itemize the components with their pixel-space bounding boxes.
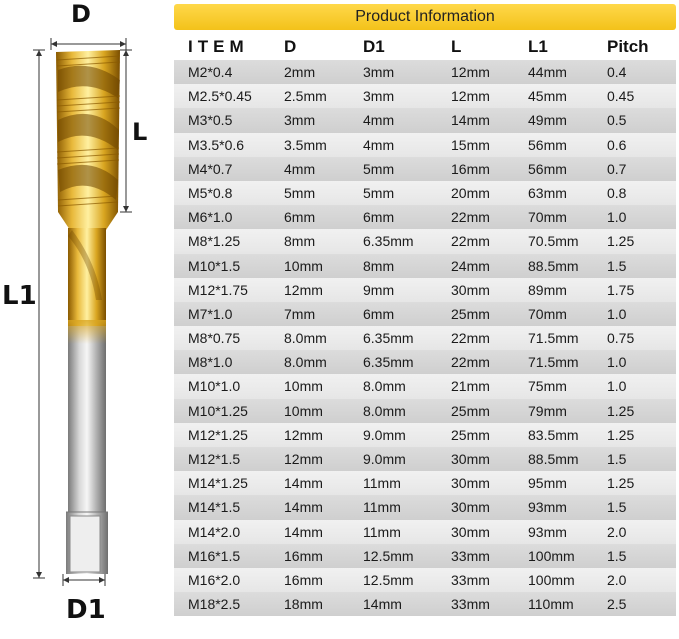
- label-l1: L1: [2, 281, 37, 311]
- table-body: [174, 60, 676, 616]
- table-cell: M3*0.5: [188, 112, 233, 129]
- table-cell: 30mm: [451, 475, 490, 492]
- table-cell: 8.0mm: [284, 330, 327, 347]
- table-row: [174, 205, 676, 229]
- table-cell: M5*0.8: [188, 184, 233, 201]
- table-row: [174, 157, 676, 181]
- table-cell: 4mm: [363, 136, 395, 153]
- table-row: [174, 84, 676, 108]
- table-row: [174, 350, 676, 374]
- table-cell: 25mm: [451, 426, 490, 443]
- table-cell: 1.25: [607, 233, 635, 250]
- table-cell: 12mm: [284, 451, 323, 467]
- table-cell: 7mm: [284, 305, 316, 322]
- label-l: L: [132, 118, 148, 146]
- table-cell: M10*1.25: [188, 402, 248, 419]
- table-cell: M8*0.75: [188, 330, 241, 347]
- table-cell: 56mm: [528, 160, 567, 177]
- table-cell: 1.25: [607, 475, 635, 492]
- table-cell: 10mm: [284, 257, 323, 274]
- table-cell: 25mm: [451, 305, 490, 322]
- table-row: [174, 229, 676, 253]
- table-cell: 21mm: [451, 378, 490, 395]
- table-cell: 25mm: [451, 402, 490, 419]
- tap-drawing: [0, 0, 170, 634]
- table-cell: M10*1.0: [188, 378, 241, 395]
- table-cell: 30mm: [451, 523, 490, 540]
- table-row: [174, 181, 676, 205]
- table-cell: 75mm: [528, 378, 567, 395]
- label-d1: D1: [66, 595, 106, 625]
- tap-illustration: [0, 0, 170, 634]
- header-pitch: Pitch: [607, 37, 649, 56]
- table-cell: 1.5: [607, 257, 627, 274]
- table-cell: 11mm: [363, 475, 401, 492]
- table-cell: 1.75: [607, 281, 635, 298]
- table-row: [174, 302, 676, 326]
- table-cell: 12.5mm: [363, 571, 414, 588]
- table-cell: 8mm: [284, 233, 316, 250]
- table-cell: 4mm: [363, 112, 395, 129]
- label-d: D: [71, 0, 91, 28]
- table-cell: 56mm: [528, 136, 567, 153]
- table-cell: 0.45: [607, 88, 635, 105]
- table-cell: 100mm: [528, 547, 575, 564]
- table-cell: 70.5mm: [528, 233, 579, 250]
- table-cell: 16mm: [284, 571, 323, 588]
- table-cell: M7*1.0: [188, 305, 233, 322]
- table-cell: 6mm: [284, 209, 316, 226]
- table-cell: 12mm: [451, 88, 490, 105]
- table-cell: M14*2.0: [188, 523, 241, 540]
- table-cell: 2.5mm: [284, 88, 327, 105]
- table-cell: 12.5mm: [363, 547, 414, 564]
- table-cell: 70mm: [528, 209, 567, 226]
- table-cell: 14mm: [284, 523, 323, 540]
- table-header-row: [174, 32, 676, 60]
- table-cell: 8.0mm: [284, 354, 327, 371]
- header-d: D: [284, 37, 297, 56]
- table-cell: 63mm: [528, 184, 567, 201]
- table-cell: 0.7: [607, 160, 627, 177]
- table-cell: M14*1.25: [188, 475, 248, 492]
- table-cell: 30mm: [451, 281, 490, 298]
- table-cell: 93mm: [528, 523, 567, 540]
- table-cell: 15mm: [451, 136, 490, 153]
- table-cell: 1.5: [607, 499, 627, 516]
- table-cell: 88.5mm: [528, 451, 579, 467]
- table-cell: M16*1.5: [188, 547, 241, 564]
- table-cell: 3mm: [363, 64, 395, 80]
- table-cell: M2*0.4: [188, 64, 233, 80]
- table-cell: 24mm: [451, 257, 490, 274]
- table-cell: 12mm: [451, 64, 490, 80]
- table-cell: 83.5mm: [528, 426, 579, 443]
- header-item: ITEM: [188, 37, 249, 56]
- table-cell: 1.0: [607, 209, 627, 226]
- table-cell: M14*1.5: [188, 499, 241, 516]
- table-cell: 30mm: [451, 451, 490, 467]
- table-cell: 89mm: [528, 281, 567, 298]
- table-cell: 33mm: [451, 596, 490, 613]
- table-cell: M8*1.25: [188, 233, 241, 250]
- dimension-d: [51, 38, 126, 50]
- table-row: [174, 399, 676, 423]
- table-cell: 9mm: [363, 281, 395, 298]
- table-cell: 0.6: [607, 136, 627, 153]
- table-row: [174, 520, 676, 544]
- table-row: [174, 423, 676, 447]
- table-cell: 12mm: [284, 426, 323, 443]
- table-cell: 4mm: [284, 160, 316, 177]
- table-cell: 14mm: [451, 112, 490, 129]
- table-cell: 5mm: [284, 184, 316, 201]
- table-cell: 33mm: [451, 547, 490, 564]
- table-cell: 22mm: [451, 209, 490, 226]
- table-cell: 71.5mm: [528, 354, 579, 371]
- header-d1: D1: [363, 37, 385, 56]
- dimension-l: [120, 50, 132, 212]
- table-cell: 95mm: [528, 475, 567, 492]
- table-cell: 1.0: [607, 378, 627, 395]
- table-row: [174, 108, 676, 132]
- dimension-d1: [63, 574, 105, 586]
- table-cell: 12mm: [284, 281, 323, 298]
- table-cell: 10mm: [284, 378, 323, 395]
- table-cell: M2.5*0.45: [188, 88, 252, 105]
- table-row: [174, 254, 676, 278]
- product-info-table: [174, 4, 676, 630]
- table-cell: 88.5mm: [528, 257, 579, 274]
- table-row: [174, 326, 676, 350]
- table-cell: 44mm: [528, 64, 567, 80]
- table-cell: 0.5: [607, 112, 627, 129]
- table-cell: 93mm: [528, 499, 567, 516]
- table-cell: M3.5*0.6: [188, 136, 245, 153]
- square-drive: [66, 512, 108, 574]
- table-cell: M16*2.0: [188, 571, 241, 588]
- table-cell: 10mm: [284, 402, 323, 419]
- table-cell: 6.35mm: [363, 233, 414, 250]
- table-cell: 14mm: [284, 499, 323, 516]
- header-l: L: [451, 37, 462, 56]
- table-cell: 1.5: [607, 451, 627, 467]
- table-cell: 16mm: [284, 547, 323, 564]
- table-cell: 70mm: [528, 305, 567, 322]
- table-cell: 8.0mm: [363, 378, 406, 395]
- table-cell: 3.5mm: [284, 136, 327, 153]
- table-cell: 22mm: [451, 354, 490, 371]
- table-row: [174, 544, 676, 568]
- table-cell: 2.0: [607, 571, 627, 588]
- table-cell: 8.0mm: [363, 402, 406, 419]
- table-cell: M12*1.5: [188, 451, 241, 467]
- table-cell: 33mm: [451, 571, 490, 588]
- table-cell: 14mm: [363, 596, 402, 613]
- table-row: [174, 60, 676, 84]
- table-cell: 18mm: [284, 596, 323, 613]
- table-cell: 0.8: [607, 184, 627, 201]
- table-row: [174, 495, 676, 519]
- table-cell: 5mm: [363, 160, 395, 177]
- table-cell: 1.25: [607, 426, 635, 443]
- table-cell: 30mm: [451, 499, 490, 516]
- table-cell: 20mm: [451, 184, 490, 201]
- table-cell: 6mm: [363, 209, 395, 226]
- table-row: [174, 447, 676, 471]
- table-cell: 0.75: [607, 330, 635, 347]
- table-row: [174, 471, 676, 495]
- table-cell: 1.5: [607, 547, 627, 564]
- table-cell: M4*0.7: [188, 160, 233, 177]
- table-cell: M12*1.25: [188, 426, 248, 443]
- table-cell: 2.0: [607, 523, 627, 540]
- table-cell: 2.5: [607, 596, 627, 613]
- table-cell: 2mm: [284, 64, 316, 80]
- table-cell: 5mm: [363, 184, 395, 201]
- table-cell: M6*1.0: [188, 209, 233, 226]
- table-row: [174, 374, 676, 398]
- table-cell: 14mm: [284, 475, 323, 492]
- table-cell: 3mm: [363, 88, 395, 105]
- table-cell: 45mm: [528, 88, 567, 105]
- table-cell: 0.4: [607, 64, 627, 80]
- table-cell: M12*1.75: [188, 281, 248, 298]
- table-cell: M18*2.5: [188, 596, 241, 613]
- table-cell: 11mm: [363, 523, 401, 540]
- table-cell: 9.0mm: [363, 426, 406, 443]
- table-cell: 9.0mm: [363, 451, 406, 467]
- table-cell: M8*1.0: [188, 354, 233, 371]
- table-cell: 11mm: [363, 499, 401, 516]
- table-cell: 71.5mm: [528, 330, 579, 347]
- table-cell: 110mm: [528, 596, 574, 613]
- table-row: [174, 278, 676, 302]
- table-cell: 6.35mm: [363, 354, 414, 371]
- table-cell: 1.0: [607, 305, 627, 322]
- table-cell: 6mm: [363, 305, 395, 322]
- table-cell: 8mm: [363, 257, 395, 274]
- table-cell: 22mm: [451, 233, 490, 250]
- table-row: [174, 592, 676, 616]
- table-cell: 1.25: [607, 402, 635, 419]
- table-cell: 79mm: [528, 402, 567, 419]
- header-l1: L1: [528, 37, 548, 56]
- table-cell: 22mm: [451, 330, 490, 347]
- table-cell: 16mm: [451, 160, 490, 177]
- table-cell: 6.35mm: [363, 330, 414, 347]
- threaded-tip: [56, 50, 120, 230]
- table-title: Product Information: [174, 4, 676, 30]
- table-cell: 3mm: [284, 112, 316, 129]
- dimension-l1: [33, 50, 45, 578]
- table-cell: 49mm: [528, 112, 567, 129]
- table-cell: M10*1.5: [188, 257, 241, 274]
- table-cell: 1.0: [607, 354, 627, 371]
- table-cell: 100mm: [528, 571, 575, 588]
- table-row: [174, 568, 676, 592]
- table-row: [174, 133, 676, 157]
